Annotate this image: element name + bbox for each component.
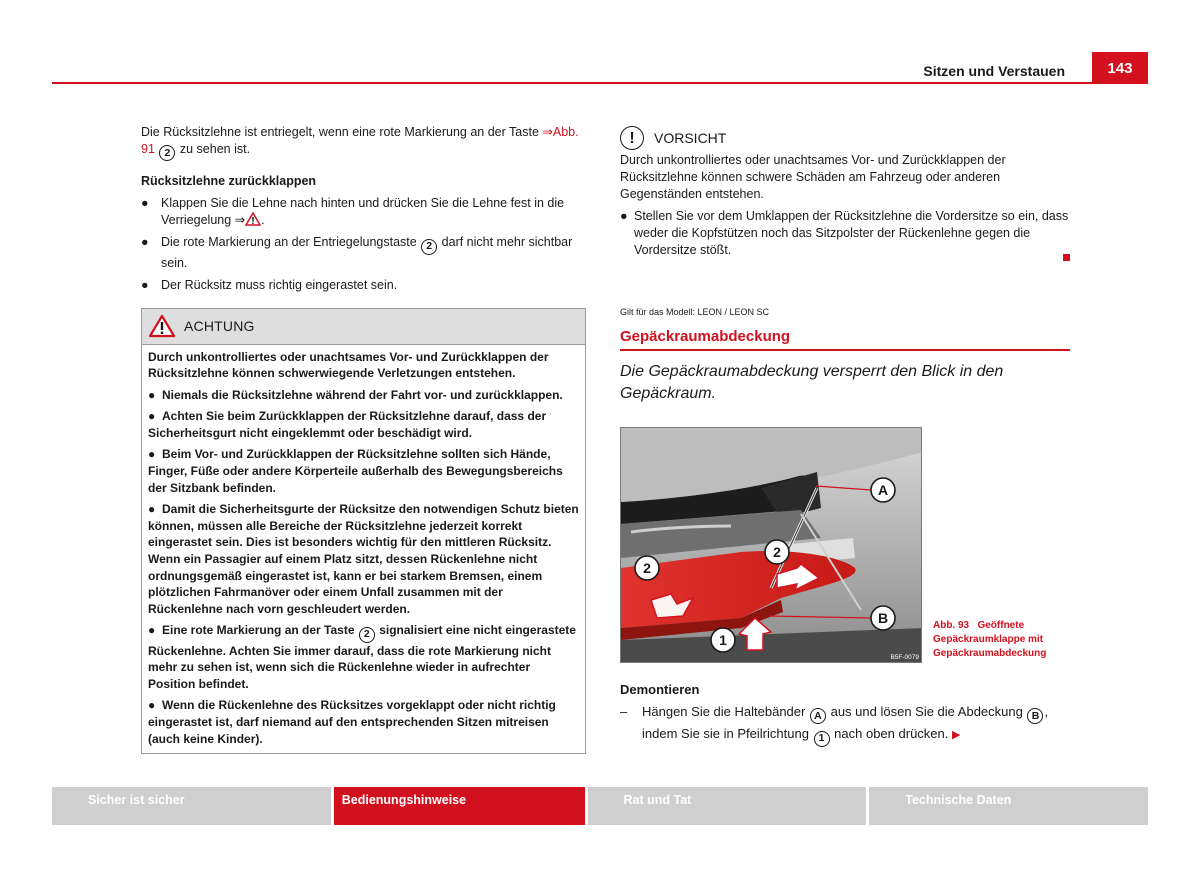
paragraph-unlock: Die Rücksitzlehne ist entriegelt, wenn eine rote Markierung an der Taste ⇒Abb. 91 2 zu sehen ist. (141, 124, 586, 161)
warning-intro: Durch unkontrolliertes oder unachtsames Vor- und Zurückklappen der Rücksitzlehne können schwerwiegende Verletzungen entstehen. (148, 349, 549, 381)
figure (620, 427, 1070, 663)
trunk-drawing (621, 428, 922, 663)
warning-item: ● Damit die Sicherheitsgurte der Rücksitze den notwendigen Schutz bieten können, müssen alle Bereiche der Rücksitzlehne jederzeit korrekt eingerastet sein. Dies ist besonders wichtig für den mittleren Rücksitz. Wenn ein Passagier auf einem Platz sitzt, dessen Rückenlehne nicht ordnungsgemäß eingerastet ist, kann er bei starkem Bremsen, einem plötzlichen Fahrmanöver oder einem Unfall zusammen mit der Rückenlehne nach vorn geschleudert werden. (148, 502, 579, 616)
label-2-left: 2 (643, 560, 651, 576)
chapter-tabs (52, 787, 1148, 825)
label-a: A (877, 482, 889, 498)
callout-1: 1 (814, 731, 830, 747)
tab-sicher-ist-sicher[interactable]: Sicher ist sicher (52, 787, 331, 825)
figure-caption: Abb. 93 Geöffnete Gepäckraumklappe mit Gepäckraumabdeckung (933, 620, 1047, 659)
callout-2: 2 (159, 145, 175, 161)
subheading: Rücksitzlehne zurückklappen (141, 174, 317, 189)
caution-label: VORSICHT (654, 129, 727, 146)
header-rule (52, 82, 1148, 84)
label-1: 1 (719, 632, 727, 648)
demount-heading: Demontieren (620, 682, 700, 697)
chapter-title: Sitzen und Verstauen (923, 63, 1065, 79)
section-intro: Die Gepäckraumabdeckung versperrt den Blick in den Gepäckraum. (620, 363, 1004, 402)
callout-2: 2 (421, 239, 437, 255)
callout-2: 2 (359, 627, 375, 643)
label-b: B (877, 610, 889, 626)
warning-header (142, 309, 585, 345)
warning-body (142, 345, 585, 754)
callout-b: B (1027, 708, 1043, 724)
warning-item: ● Eine rote Markierung an der Taste 2 signalisiert eine nicht eingerastete Rückenlehne. Achten Sie immer darauf, dass die rote Markierung nicht mehr zu sehen ist, wenn sich die Rückenlehne wieder in aufrechter Position befindet. (148, 623, 576, 691)
section-title: Gepäckraumabdeckung (620, 328, 1070, 351)
page-number: 143 (1092, 52, 1148, 84)
list-item: ● Klappen Sie die Lehne nach hinten und drücken Sie die Lehne fest in die Verriegelung ⇒ . (141, 196, 565, 228)
tab-rat-und-tat[interactable]: Rat und Tat (588, 787, 867, 825)
warning-triangle-icon[interactable] (245, 212, 261, 226)
tab-technische-daten[interactable]: Technische Daten (869, 787, 1148, 825)
caution-header (620, 124, 1070, 152)
tab-bedienungshinweise[interactable]: Bedienungshinweise (334, 787, 585, 825)
exclamation-circle-icon: ! (620, 126, 644, 150)
list-item: ● Der Rücksitz muss richtig eingerastet sein. (141, 277, 398, 292)
figure-link[interactable]: ⇒Abb. 91 (141, 125, 579, 156)
warning-triangle-icon (148, 314, 176, 338)
warning-item: ● Beim Vor- und Zurückklappen der Rücksitzlehne sollten sich Hände, Finger, Füße oder andere Körperteile außerhalb des Bewegungsbereichs der Sitzbank befinden. (148, 447, 563, 495)
figure-code: B5F-0079 (890, 654, 919, 661)
warning-item: ● Niemals die Rücksitzlehne während der Fahrt vor- und zurückklappen. (148, 387, 563, 402)
caution-item: ● Stellen Sie vor dem Umklappen der Rücksitzlehne die Vordersitze so ein, dass weder die Kopfstützen noch das Sitzpolster der Rückenlehne gegen die Vordersitze stößt. (620, 209, 1069, 257)
warning-box (141, 308, 586, 755)
end-marker (1063, 254, 1070, 261)
model-validity: Gilt für das Modell: LEON / LEON SC (620, 307, 770, 317)
list-item: ● Die rote Markierung an der Entriegelungstaste 2 darf nicht mehr sichtbar sein. (141, 235, 573, 270)
caution-text: Durch unkontrolliertes oder unachtsames Vor- und Zurückklappen der Rücksitzlehne können schwere Schäden am Fahrzeug oder anderen Gegenständen entstehen. (620, 153, 1006, 201)
demount-step: – Hängen Sie die Haltebänder A aus und lösen Sie die Abdeckung B , indem Sie sie in Pfeilrichtung 1 nach oben drücken. ▶ (620, 702, 1070, 747)
left-column (141, 124, 586, 754)
callout-a: A (810, 708, 826, 724)
right-column (620, 124, 1070, 747)
label-2-right: 2 (773, 544, 781, 560)
warning-item: ● Wenn die Rückenlehne des Rücksitzes vorgeklappt oder nicht richtig eingerastet ist, darf niemand auf den entsprechenden Sitzen mitreisen (auch keine Kinder). (148, 698, 556, 746)
warning-item: ● Achten Sie beim Zurückklappen der Rücksitzlehne darauf, dass der Sicherheitsgurt nicht eingeklemmt oder beschädigt wird. (148, 409, 547, 440)
trunk-illustration (620, 427, 922, 663)
warning-label: ACHTUNG (184, 317, 255, 334)
continue-arrow-icon: ▶ (952, 729, 961, 742)
